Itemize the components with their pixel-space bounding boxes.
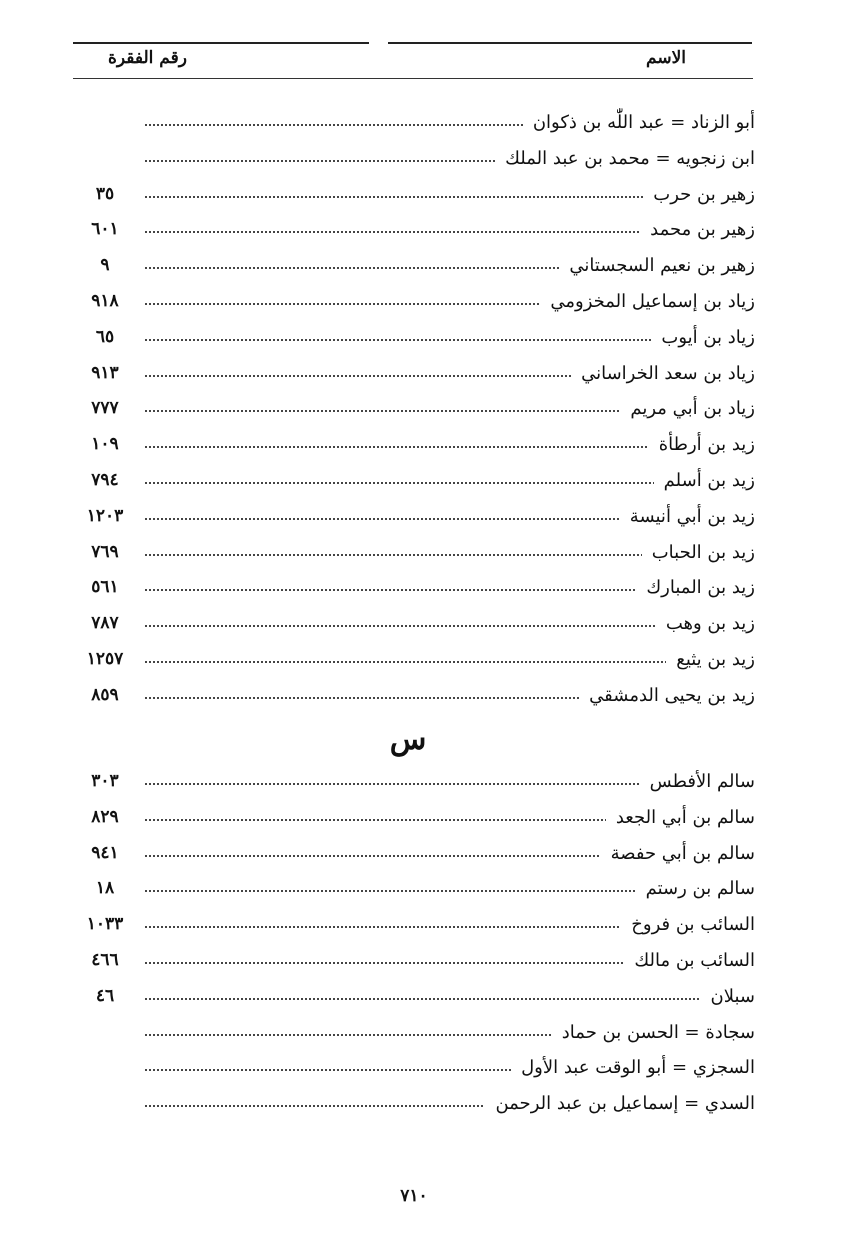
entry-number: ٨٢٩	[91, 806, 119, 827]
entry-name: سجادة = الحسن بن حماد	[552, 1022, 755, 1043]
index-section-zay	[75, 108, 755, 717]
index-entry	[75, 251, 755, 287]
index-entry	[75, 767, 755, 803]
entry-name: زياد بن أيوب	[651, 327, 755, 348]
entry-number: ٧٨٧	[91, 613, 119, 634]
entry-number: ٩٤١	[91, 842, 119, 863]
index-entry	[75, 946, 755, 982]
entry-name: زهير بن نعيم السجستاني	[559, 255, 755, 276]
index-entry	[75, 394, 755, 430]
header-top-rule-right	[388, 42, 752, 44]
index-entry	[75, 287, 755, 323]
entry-number: ٣٠٣	[91, 771, 119, 791]
entry-number: ٧٦٩	[91, 541, 119, 562]
header-bottom-rule	[73, 78, 753, 79]
entry-number: ٧٧٧	[91, 398, 119, 419]
index-entry	[75, 1018, 755, 1054]
index-entry	[75, 982, 755, 1018]
entry-number: ٦٥	[95, 326, 115, 347]
entry-name: سالم بن أبي الجعد	[606, 807, 755, 828]
entry-name: السدي = إسماعيل بن عبد الرحمن	[485, 1093, 755, 1114]
entry-name: السجزي = أبو الوقت عبد الأول	[511, 1057, 755, 1078]
entry-number: ٤٦٦	[91, 949, 119, 970]
index-entry	[75, 573, 755, 609]
index-entry	[75, 839, 755, 875]
entry-name: زياد بن أبي مريم	[620, 398, 755, 419]
entry-name: زيد بن أرطأة	[649, 434, 755, 455]
number-column-header: رقم الفقرة	[108, 48, 187, 68]
entry-number: ٩١٨	[91, 290, 119, 311]
entry-number: ١٨	[95, 878, 115, 899]
index-entry	[75, 502, 755, 538]
index-entry	[75, 910, 755, 946]
index-entry	[75, 466, 755, 502]
index-entry	[75, 803, 755, 839]
entry-name: سالم بن رستم	[636, 878, 755, 899]
index-entry	[75, 645, 755, 681]
entry-name: زيد بن أبي أنيسة	[620, 506, 755, 527]
index-entry	[75, 538, 755, 574]
index-entry	[75, 1089, 755, 1125]
entry-name: زهير بن محمد	[640, 219, 755, 240]
index-section-sin	[75, 767, 755, 1125]
entry-name: زيد بن يحيى الدمشقي	[579, 685, 755, 706]
name-column-header: الاسم	[646, 48, 686, 68]
index-entry	[75, 215, 755, 251]
entry-name: زياد بن إسماعيل المخزومي	[540, 291, 755, 312]
entry-name: زيد بن يثيع	[666, 649, 755, 670]
entry-number: ٩	[100, 255, 110, 276]
index-entry	[75, 609, 755, 645]
entry-name: أبو الزناد = عبد اللّٰه بن ذكوان	[523, 112, 755, 133]
page-number: ٧١٠	[400, 1186, 428, 1206]
section-letter-heading: س	[389, 722, 427, 757]
entry-name: سبلان	[701, 986, 755, 1007]
entry-number: ١٠٩	[91, 434, 119, 455]
entry-number: ٦٠١	[91, 219, 119, 240]
index-entry	[75, 180, 755, 216]
entry-number: ٧٩٤	[91, 469, 119, 490]
dot-leader	[145, 998, 755, 1000]
entry-name: زياد بن سعد الخراساني	[571, 363, 755, 384]
index-entry	[75, 323, 755, 359]
entry-name: السائب بن مالك	[624, 950, 755, 971]
index-entry	[75, 874, 755, 910]
entry-name: سالم بن أبي حفصة	[601, 843, 755, 864]
entry-number: ٨٥٩	[91, 684, 119, 705]
entry-number: ٣٥	[95, 183, 115, 204]
entry-number: ١٢٥٧	[86, 648, 124, 669]
entry-name: زيد بن المبارك	[636, 577, 755, 598]
entry-name: السائب بن فروخ	[621, 914, 755, 935]
index-entry	[75, 681, 755, 717]
entry-number: ٥٦١	[91, 577, 119, 598]
index-entry	[75, 108, 755, 144]
entry-name: سالم الأفطس	[640, 771, 755, 792]
entry-number: ١٠٣٣	[86, 914, 124, 935]
entry-name: زيد بن الحباب	[642, 542, 755, 563]
entry-number: ١٢٠٣	[86, 505, 124, 526]
index-entry	[75, 144, 755, 180]
header-top-rule-left	[73, 42, 369, 44]
entry-number: ٤٦	[95, 985, 115, 1006]
entry-name: ابن زنجويه = محمد بن عبد الملك	[495, 148, 755, 169]
dot-leader	[145, 661, 755, 663]
entry-name: زهير بن حرب	[643, 184, 755, 205]
index-entry	[75, 430, 755, 466]
entry-number: ٩١٣	[91, 362, 119, 383]
entry-name: زيد بن وهب	[656, 613, 755, 634]
index-entry	[75, 359, 755, 395]
entry-name: زيد بن أسلم	[654, 470, 755, 491]
index-entry	[75, 1053, 755, 1089]
